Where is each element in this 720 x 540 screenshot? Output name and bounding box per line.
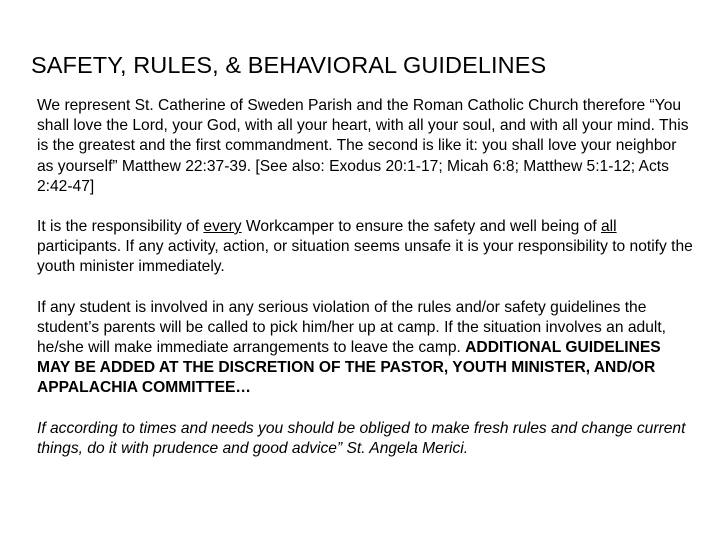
page-title: SAFETY, RULES, & BEHAVIORAL GUIDELINES bbox=[31, 52, 547, 78]
responsibility-text-2: Workcamper to ensure the safety and well being of bbox=[241, 218, 601, 236]
responsibility-paragraph bbox=[37, 217, 697, 278]
mission-paragraph: We represent St. Catherine of Sweden Parish and the Roman Catholic Church therefore “You shall love the Lord, your God, with all your heart, with all your soul, and with all your mind. This is the greatest and the first commandment. The second is like it: you shall love your neighbor as yourself” Matthew 22:37-39. [See also: Exodus 20:1-17; Micah 6:8; Matthew 5:1-12; Acts 2:42-47] bbox=[37, 97, 689, 195]
additional-guidelines-notice: ADDITIONAL GUIDELINES MAY BE ADDED AT THE DISCRETION OF THE PASTOR, YOUTH MINISTER, AND/OR APPALACHIA COMMITTEE… bbox=[37, 339, 661, 397]
underlined-all: all bbox=[601, 218, 617, 236]
responsibility-text-1: It is the responsibility of bbox=[37, 218, 204, 236]
merici-quote: If according to times and needs you should be obliged to make fresh rules and change current things, do it with prudence and good advice” St. Angela Merici. bbox=[37, 419, 686, 457]
responsibility-text-3: participants. If any activity, action, or situation seems unsafe it is your responsibility to notify the youth minister immediately. bbox=[37, 238, 693, 276]
violation-paragraph bbox=[37, 298, 697, 399]
underlined-every: every bbox=[203, 218, 242, 236]
guidelines-body bbox=[37, 96, 697, 459]
violation-text: If any student is involved in any serious violation of the rules and/or safety guidelines the student’s parents will be called to pick him/her up at camp. If the situation involves an adult, he/she will make immediate arrangements to leave the camp. bbox=[37, 298, 667, 357]
